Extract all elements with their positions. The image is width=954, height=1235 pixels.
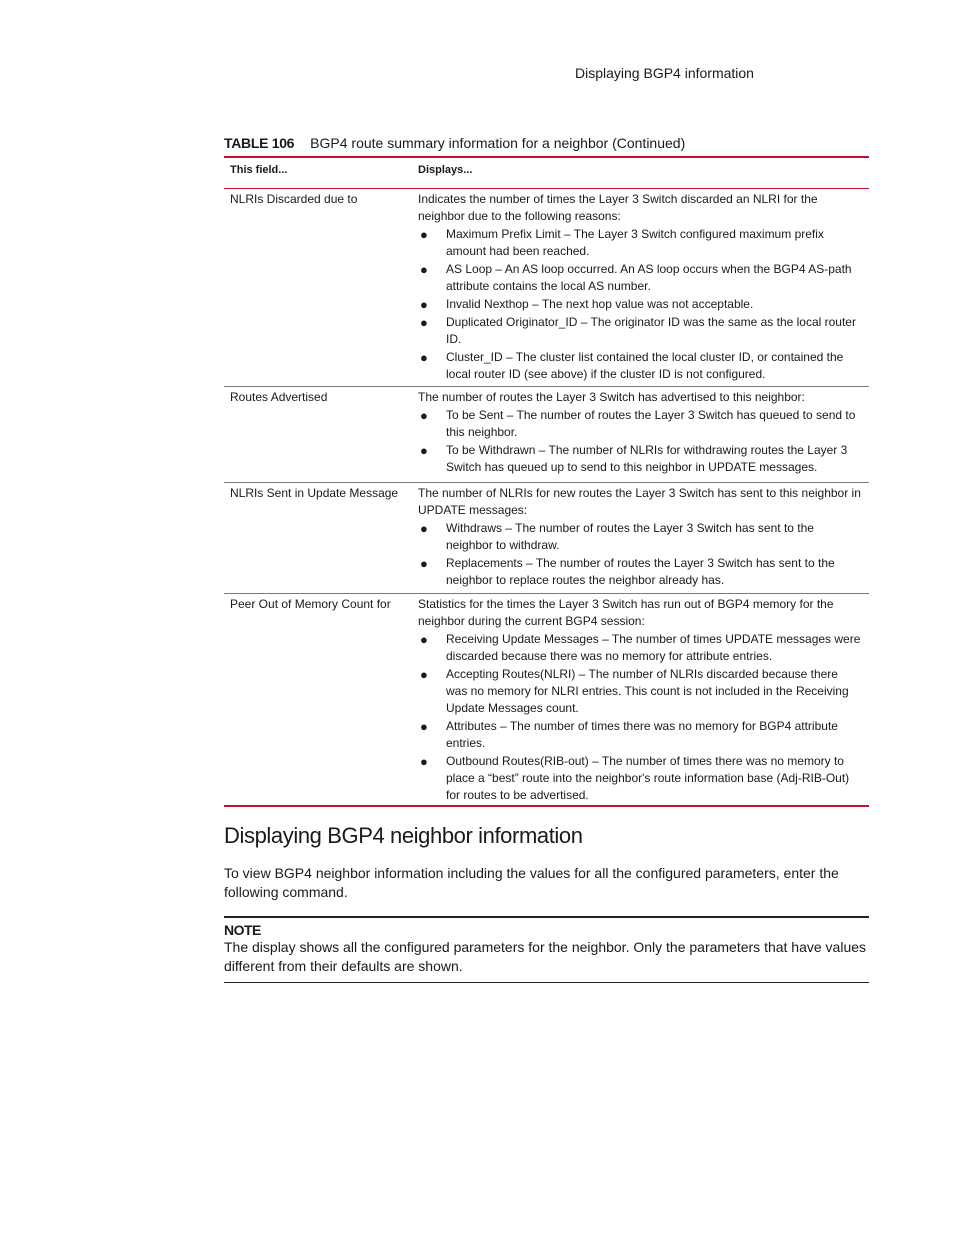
list-item (418, 226, 861, 260)
running-header: Displaying BGP4 information (575, 65, 754, 81)
description-cell (412, 483, 869, 593)
list-item (418, 296, 861, 313)
description-intro: The number of routes the Layer 3 Switch has advertised to this neighbor: (418, 390, 805, 404)
list-item (418, 753, 861, 804)
list-item (418, 407, 861, 441)
bullet-text: Maximum Prefix Limit – The Layer 3 Switch configured maximum prefix amount had been reached. (446, 227, 824, 258)
bullet-icon: ● (420, 754, 428, 769)
table-number: TABLE 106 (224, 135, 295, 151)
field-cell: NLRIs Sent in Update Message (230, 486, 399, 500)
list-item (418, 442, 861, 476)
bullet-icon: ● (420, 408, 428, 423)
column-header-field: This field... (230, 164, 288, 176)
body-paragraph: To view BGP4 neighbor information including the values for all the configured parameters, enter the following command. (224, 865, 839, 900)
bullet-list (418, 226, 861, 383)
note-block (224, 916, 869, 983)
note-label: NOTE (224, 922, 261, 938)
bullet-text: Duplicated Originator_ID – The originator ID was the same as the local router ID. (446, 315, 856, 346)
description-intro: Statistics for the times the Layer 3 Switch has run out of BGP4 memory for the neighbor during the current BGP4 session: (418, 597, 834, 628)
bullet-text: Cluster_ID – The cluster list contained the local cluster ID, or contained the local router ID (see above) if the cluster ID is not configured. (446, 350, 844, 381)
bullet-text: Replacements – The number of routes the Layer 3 Switch has sent to the neighbor to replace routes the neighbor already has. (446, 556, 835, 587)
bullet-text: AS Loop – An AS loop occurred. An AS loop occurs when the BGP4 AS-path attribute contains the local AS number. (446, 262, 852, 293)
table-header-row (224, 158, 869, 189)
table-row (224, 594, 869, 805)
bullet-icon: ● (420, 632, 428, 647)
list-item (418, 520, 861, 554)
bullet-text: Receiving Update Messages – The number of times UPDATE messages were discarded because there was no memory for attribute entries. (446, 632, 861, 663)
list-item (418, 349, 861, 383)
description-cell (412, 594, 869, 805)
bullet-icon: ● (420, 667, 428, 682)
list-item (418, 555, 861, 589)
bullet-icon: ● (420, 262, 428, 277)
table-row (224, 483, 869, 594)
note-text: The display shows all the configured parameters for the neighbor. Only the parameters that have values different from their defaults are shown. (224, 939, 867, 974)
bullet-icon: ● (420, 521, 428, 536)
list-item (418, 631, 861, 665)
bullet-list (418, 520, 861, 589)
list-item (418, 718, 861, 752)
bullet-text: Withdraws – The number of routes the Layer 3 Switch has sent to the neighbor to withdraw. (446, 521, 814, 552)
table-caption (224, 135, 869, 151)
bullet-text: Accepting Routes(NLRI) – The number of NLRIs discarded because there was no memory for NLRI entries. This count is not included in the Receiving Update Messages count. (446, 667, 849, 715)
bullet-icon: ● (420, 556, 428, 571)
list-item (418, 666, 861, 717)
bullet-text: Outbound Routes(RIB-out) – The number of times there was no memory to place a “best” route into the neighbor's route information base (Adj-RIB-Out) for routes to be advertised. (446, 754, 850, 802)
summary-table (224, 156, 869, 807)
bullet-icon: ● (420, 315, 428, 330)
bullet-text: To be Sent – The number of routes the Layer 3 Switch has queued to send to this neighbor. (446, 408, 856, 439)
bullet-icon: ● (420, 719, 428, 734)
description-cell (412, 387, 869, 482)
bullet-list (418, 407, 861, 476)
bullet-icon: ● (420, 443, 428, 458)
table-row (224, 189, 869, 387)
bullet-icon: ● (420, 297, 428, 312)
bullet-icon: ● (420, 350, 428, 365)
bullet-icon: ● (420, 227, 428, 242)
description-cell (412, 189, 869, 386)
description-intro: The number of NLRIs for new routes the Layer 3 Switch has sent to this neighbor in UPDATE messages: (418, 486, 861, 517)
field-cell: NLRIs Discarded due to (230, 192, 358, 206)
bullet-text: To be Withdrawn – The number of NLRIs for withdrawing routes the Layer 3 Switch has queued up to send to this neighbor in UPDATE messages. (446, 443, 848, 474)
table-title: BGP4 route summary information for a neighbor (Continued) (310, 135, 686, 151)
table-row (224, 387, 869, 483)
list-item (418, 314, 861, 348)
bullet-list (418, 631, 861, 804)
bullet-text: Invalid Nexthop – The next hop value was not acceptable. (446, 297, 754, 311)
field-cell: Peer Out of Memory Count for (230, 597, 391, 611)
description-intro: Indicates the number of times the Layer 3 Switch discarded an NLRI for the neighbor due to the following reasons: (418, 192, 818, 223)
column-header-displays: Displays... (418, 164, 473, 176)
section-heading: Displaying BGP4 neighbor information (224, 823, 583, 848)
list-item (418, 261, 861, 295)
bullet-text: Attributes – The number of times there was no memory for BGP4 attribute entries. (446, 719, 838, 750)
field-cell: Routes Advertised (230, 390, 328, 404)
